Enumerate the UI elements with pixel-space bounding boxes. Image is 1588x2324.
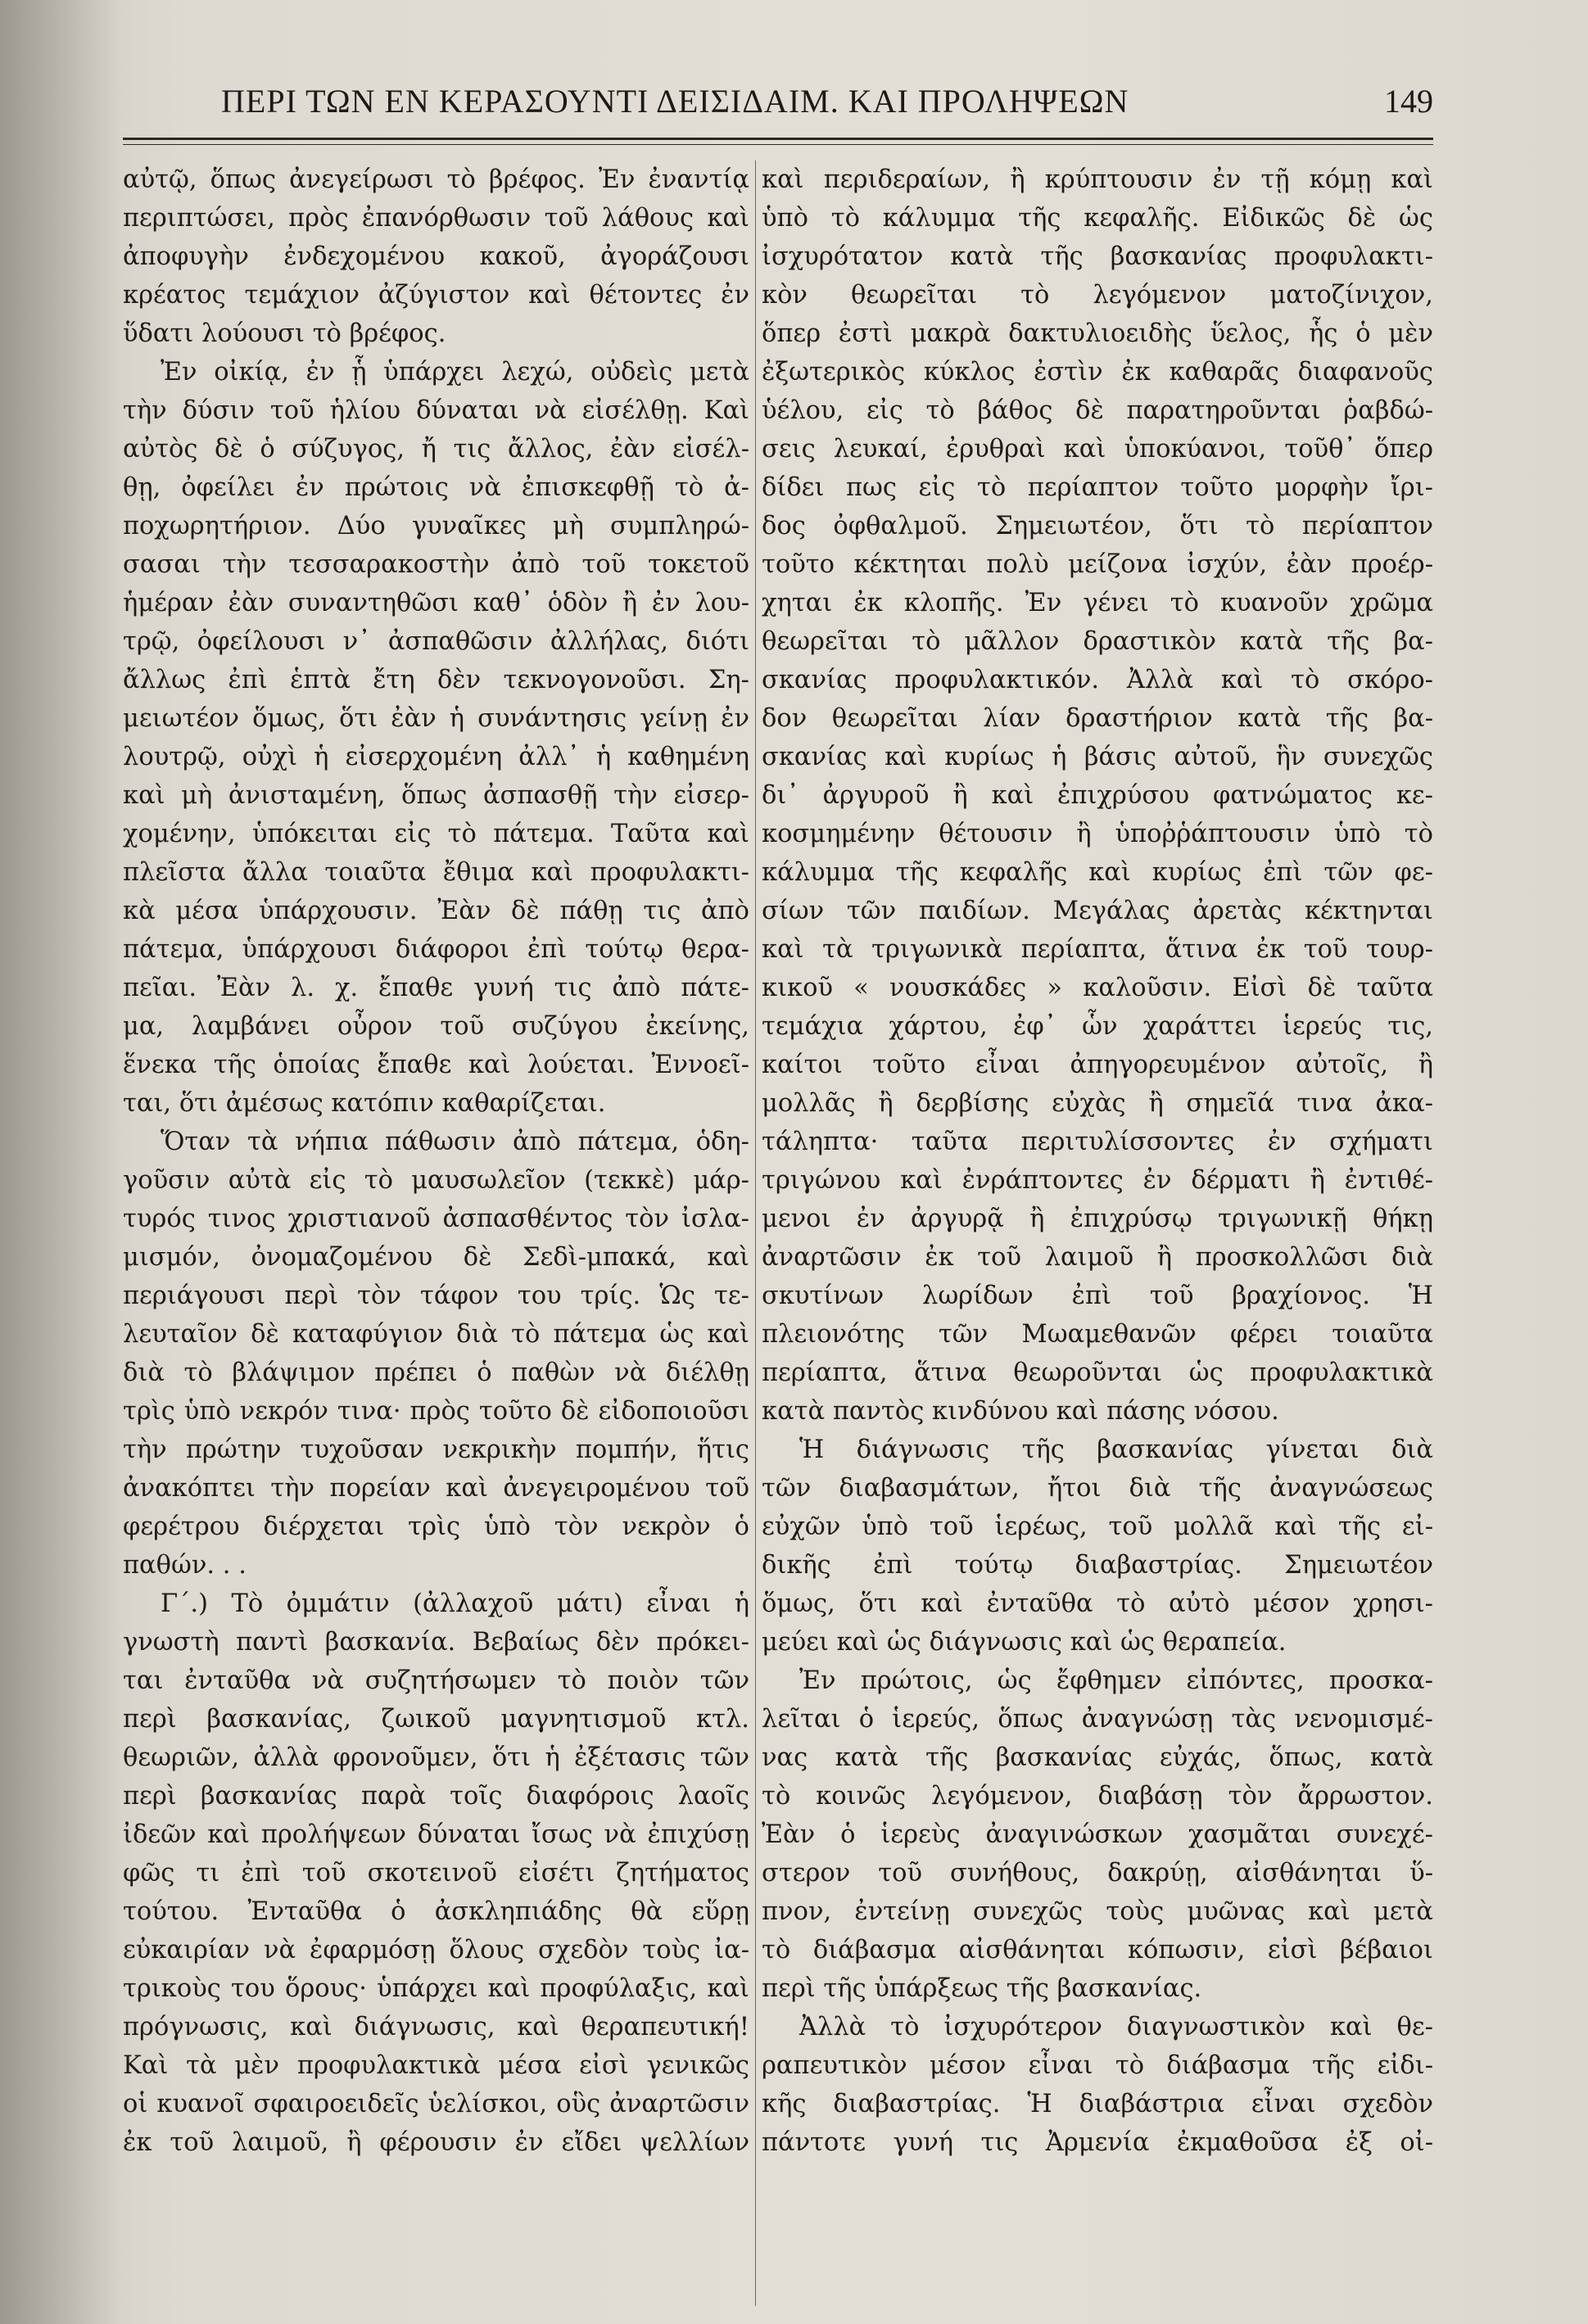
text-line: ἐξωτερικὸς κύκλος ἐστὶν ἐκ καθαρᾶς διαφανοῦς (762, 358, 1433, 387)
text-line: ἀποφυγὴν ἐνδεχομένου κακοῦ, ἀγοράζουσι (123, 242, 749, 271)
text-line: λουτρῷ, οὐχὶ ἡ εἰσερχομένη ἀλλ᾽ ἡ καθημένη (123, 743, 749, 771)
text-line: παθών. . . (123, 1551, 247, 1580)
text-line: ἰδεῶν καὶ προλήψεων δύναται ἴσως νὰ ἐπιχύσῃ (123, 1820, 749, 1849)
page-header (131, 79, 1433, 128)
text-line: νας κατὰ τῆς βασκανίας εὐχάς, ὅπως, κατὰ (762, 1743, 1433, 1772)
text-line: Ὅταν τὰ νήπια πάθωσιν ἀπὸ πάτεμα, ὁδη- (161, 1128, 749, 1156)
text-line: ται, ὅτι ἀμέσως κατόπιν καθαρίζεται. (123, 1089, 606, 1118)
text-line: πάτεμα, ὑπάρχουσι διάφοροι ἐπὶ τούτῳ θερα- (123, 935, 749, 964)
text-line: τὴν πρώτην τυχοῦσαν νεκρικὴν πομπήν, ἥτις (123, 1436, 749, 1464)
text-line: Ἐν πρώτοις, ὡς ἔφθημεν εἰπόντες, προσκα- (799, 1666, 1433, 1695)
text-line: ἀνακόπτει τὴν πορείαν καὶ ἀνεγειρομένου τοῦ (123, 1474, 749, 1503)
text-line: κατὰ παντὸς κινδύνου καὶ πάσης νόσου. (762, 1397, 1279, 1426)
text-line: ἰσχυρότατον κατὰ τῆς βασκανίας προφυλακτι- (762, 242, 1433, 271)
text-line: λευταῖον δὲ καταφύγιον διὰ τὸ πάτεμα ὡς καὶ (123, 1320, 749, 1349)
binding-gutter-shadow (0, 0, 123, 2324)
text-line: πλεῖστα ἄλλα τοιαῦτα ἔθιμα καὶ προφυλακτι- (123, 858, 749, 887)
text-line: τούτου. Ἐνταῦθα ὁ ἀσκληπιάδης θὰ εὕρῃ (123, 1897, 749, 1926)
text-line: σκανίας προφυλακτικόν. Ἀλλὰ καὶ τὸ σκόρο- (762, 666, 1433, 694)
text-line: εὐκαιρίαν νὰ ἐφαρμόσῃ ὅλους σχεδὸν τοὺς ἰα- (123, 1936, 749, 1965)
text-line: κοσμημένην θέτουσιν ἢ ὑποῤῥάπτουσιν ὑπὸ τὸ (762, 820, 1433, 848)
text-line: ἐκ τοῦ λαιμοῦ, ἢ φέρουσιν ἐν εἴδει ψελλίων (123, 2128, 749, 2157)
text-line: πλειονότης τῶν Μωαμεθανῶν φέρει τοιαῦτα (762, 1320, 1433, 1349)
text-line: τὸ διάβασμα αἰσθάνηται κόπωσιν, εἰσὶ βέβαιοι (762, 1936, 1433, 1965)
text-line: τὸ κοινῶς λεγόμενον, διαβάσῃ τὸν ἄρρωστον. (762, 1782, 1433, 1811)
text-line: στερον τοῦ συνήθους, δακρύῃ, αἰσθάνηται ὕ- (762, 1859, 1433, 1888)
text-line: ται ἐνταῦθα νὰ συζητήσωμεν τὸ ποιὸν τῶν (123, 1666, 749, 1695)
text-line: Καὶ τὰ μὲν προφυλακτικὰ μέσα εἰσὶ γενικῶς (123, 2051, 749, 2080)
text-line: αὐτῷ, ὅπως ἀνεγείρωσι τὸ βρέφος. Ἐν ἐναντίᾳ (123, 165, 749, 194)
text-line: οἱ κυανοῖ σφαιροειδεῖς ὑελίσκοι, οὓς ἀναρτῶσιν (123, 2090, 749, 2118)
text-line: ποχωρητήριον. Δύο γυναῖκες μὴ συμπληρώ- (123, 512, 749, 540)
text-line: περιπτώσει, πρὸς ἐπανόρθωσιν τοῦ λάθους καὶ (123, 204, 749, 233)
text-line: περὶ βασκανίας, ζωικοῦ μαγνητισμοῦ κτλ. (123, 1705, 749, 1734)
text-line: πεῖαι. Ἐὰν λ. χ. ἔπαθε γυνή τις ἀπὸ πάτε- (123, 974, 749, 1002)
running-title: ΠΕΡΙ ΤΩΝ ΕΝ ΚΕΡΑΣΟΥΝΤΙ ΔΕΙΣΙΔΑΙΜ. ΚΑΙ ΠΡΟΛΗΨΕΩΝ (221, 83, 1129, 120)
text-line: φῶς τι ἐπὶ τοῦ σκοτεινοῦ εἰσέτι ζητήματος (123, 1859, 749, 1888)
text-line: πρόγνωσις, καὶ διάγνωσις, καὶ θεραπευτική! (123, 2013, 749, 2041)
text-line: κάλυμμα τῆς κεφαλῆς καὶ κυρίως ἐπὶ τῶν φε- (762, 858, 1433, 887)
text-line: καίτοι τοῦτο εἶναι ἀπηγορευμένον αὐτοῖς, ἢ (762, 1051, 1433, 1079)
text-line: κὸν θεωρεῖται τὸ λεγόμενον ματοζίνιχον, (762, 281, 1433, 310)
text-line: καὶ τὰ τριγωνικὰ περίαπτα, ἅτινα ἐκ τοῦ τουρ- (762, 935, 1433, 964)
text-line: σασαι τὴν τεσσαρακοστὴν ἀπὸ τοῦ τοκετοῦ (123, 550, 749, 579)
text-line: δικῆς ἐπὶ τούτῳ διαβαστρίας. Σημειωτέον (762, 1551, 1433, 1580)
text-line: Ἐὰν ὁ ἱερεὺς ἀναγινώσκων χασμᾶται συνεχέ- (762, 1820, 1433, 1849)
text-line: ραπευτικὸν μέσον εἶναι τὸ διάβασμα τῆς εἰδι- (762, 2051, 1433, 2080)
text-line: σεις λευκαί, ἐρυθραὶ καὶ ὑποκύανοι, τοῦθ᾽ ὅπερ (762, 435, 1433, 463)
text-line: μα, λαμβάνει οὖρον τοῦ συζύγου ἐκείνης, (123, 1012, 749, 1041)
text-line: μισμόν, ὀνομαζομένου δὲ Σεδὶ-μπακά, καὶ (123, 1243, 749, 1272)
header-rule-thin (123, 144, 1433, 145)
text-line: Ἐν οἰκίᾳ, ἐν ᾗ ὑπάρχει λεχώ, οὐδεὶς μετὰ (161, 358, 749, 387)
text-line: Ἀλλὰ τὸ ἰσχυρότερον διαγνωστικὸν καὶ θε- (799, 2013, 1433, 2041)
text-line: τοῦτο κέκτηται πολὺ μείζονα ἰσχύν, ἐὰν προέρ- (762, 550, 1433, 579)
text-line: δι᾽ ἀργυροῦ ἢ καὶ ἐπιχρύσου φατνώματος κε- (762, 781, 1433, 810)
text-line: κῆς διαβαστρίας. Ἡ διαβάστρια εἶναι σχεδὸν (762, 2090, 1433, 2118)
text-line: ἀναρτῶσιν ἐκ τοῦ λαιμοῦ ἢ προσκολλῶσι διὰ (762, 1243, 1433, 1272)
text-line: ὑπὸ τὸ κάλυμμα τῆς κεφαλῆς. Εἰδικῶς δὲ ὡς (762, 204, 1433, 233)
text-line: φερέτρου διέρχεται τρὶς ὑπὸ τὸν νεκρὸν ὁ (123, 1512, 749, 1541)
text-line: γοῦσιν αὐτὰ εἰς τὸ μαυσωλεῖον (τεκκὲ) μάρ- (123, 1166, 749, 1195)
text-line: χηται ἐκ κλοπῆς. Ἐν γένει τὸ κυανοῦν χρῶμα (762, 589, 1433, 617)
page-number: 149 (1384, 83, 1433, 120)
text-line: ἄλλως ἐπὶ ἑπτὰ ἔτη δὲν τεκνογονοῦσι. Ση- (123, 666, 749, 694)
text-line: κὰ μέσα ὑπάρχουσιν. Ἐὰν δὲ πάθῃ τις ἀπὸ (123, 897, 749, 925)
text-line: περιάγουσι περὶ τὸν τάφον του τρίς. Ὡς τε- (123, 1282, 749, 1310)
text-line: θεωριῶν, ἀλλὰ φρονοῦμεν, ὅτι ἡ ἐξέτασις τῶν (123, 1743, 749, 1772)
text-line: αὐτὸς δὲ ὁ σύζυγος, ἤ τις ἄλλος, ἐὰν εἰσέλ- (123, 435, 749, 463)
text-line: Γ΄.) Τὸ ὀμμάτιν (ἀλλαχοῦ μάτι) εἶναι ἡ (161, 1589, 749, 1618)
text-line: πάντοτε γυνή τις Ἀρμενία ἐκμαθοῦσα ἐξ οἰ- (762, 2128, 1433, 2157)
text-line: Ἡ διάγνωσις τῆς βασκανίας γίνεται διὰ (799, 1436, 1433, 1464)
column-divider (755, 161, 756, 2306)
text-line: γνωστὴ παντὶ βασκανία. Βεβαίως δὲν πρόκει- (123, 1628, 749, 1657)
header-rule (123, 138, 1433, 140)
left-text-column (123, 161, 749, 2306)
text-line: σκυτίνων λωρίδων ἐπὶ τοῦ βραχίονος. Ἡ (762, 1282, 1433, 1310)
right-text-column (762, 161, 1433, 2306)
text-line: δίδει πως εἰς τὸ περίαπτον τοῦτο μορφὴν ἴρι- (762, 473, 1433, 502)
text-line: μειωτέον ὅμως, ὅτι ἐὰν ἡ συνάντησις γείνῃ ἐν (123, 704, 749, 733)
text-line: μολλᾶς ἢ δερβίσης εὐχὰς ἢ σημεῖά τινα ἀκα- (762, 1089, 1433, 1118)
text-line: καὶ μὴ ἀνισταμένη, ὅπως ἀσπασθῇ τὴν εἰσερ- (123, 781, 749, 810)
text-line: τρὶς ὑπὸ νεκρόν τινα· πρὸς τοῦτο δὲ εἰδοποιοῦσι (123, 1397, 749, 1426)
text-line: καὶ περιδεραίων, ἢ κρύπτουσιν ἐν τῇ κόμῃ καὶ (762, 165, 1433, 194)
text-line: μενοι ἐν ἀργυρᾷ ἢ ἐπιχρύσῳ τριγωνικῇ θήκῃ (762, 1205, 1433, 1233)
text-line: τάληπτα· ταῦτα περιτυλίσσοντες ἐν σχήματι (762, 1128, 1433, 1156)
text-line: δον θεωρεῖται λίαν δραστήριον κατὰ τῆς βα- (762, 704, 1433, 733)
text-line: τριγώνου καὶ ἐνράπτοντες ἐν δέρματι ἢ ἐντιθέ- (762, 1166, 1433, 1195)
text-line: ἕνεκα τῆς ὁποίας ἔπαθε καὶ λούεται. Ἐννοεῖ- (123, 1051, 749, 1079)
text-line: ὅπερ ἐστὶ μακρὰ δακτυλιοειδὴς ὕελος, ἧς ὁ μὲν (762, 319, 1433, 348)
text-line: περὶ βασκανίας παρὰ τοῖς διαφόροις λαοῖς (123, 1782, 749, 1811)
text-line: θῃ, ὀφείλει ἐν πρώτοις νὰ ἐπισκεφθῇ τὸ ἀ- (123, 473, 749, 502)
text-line: τῶν διαβασμάτων, ἤτοι διὰ τῆς ἀναγνώσεως (762, 1474, 1433, 1503)
text-line: σίων τῶν παιδίων. Μεγάλας ἀρετὰς κέκτηνται (762, 897, 1433, 925)
text-line: πνον, ἐντείνῃ συνεχῶς τοὺς μυῶνας καὶ μετὰ (762, 1897, 1433, 1926)
text-line: τυρός τινος χριστιανοῦ ἀσπασθέντος τὸν ἰσλα- (123, 1205, 749, 1233)
text-line: τὴν δύσιν τοῦ ἡλίου δύναται νὰ εἰσέλθῃ. Καὶ (123, 396, 749, 425)
text-line: τεμάχια χάρτου, ἐφ᾽ ὧν χαράττει ἱερεύς τις, (762, 1012, 1433, 1041)
text-line: κρέατος τεμάχιον ἀζύγιστον καὶ θέτοντες ἐν (123, 281, 749, 310)
text-line: μεύει καὶ ὡς διάγνωσις καὶ ὡς θεραπεία. (762, 1628, 1287, 1657)
text-line: τρικοὺς του ὅρους· ὑπάρχει καὶ προφύλαξις, καὶ (123, 1974, 749, 2003)
text-line: ὕδατι λούουσι τὸ βρέφος. (123, 319, 446, 348)
text-line: περίαπτα, ἅτινα θεωροῦνται ὡς προφυλακτικὰ (762, 1359, 1433, 1387)
text-line: τρῷ, ὀφείλουσι ν᾽ ἀσπαθῶσιν ἀλλήλας, διότι (123, 627, 749, 656)
text-line: διὰ τὸ βλάψιμον πρέπει ὁ παθὼν νὰ διέλθῃ (123, 1359, 749, 1387)
text-line: κικοῦ « νουσκάδες » καλοῦσιν. Εἰσὶ δὲ ταῦτα (762, 974, 1433, 1002)
text-line: δος ὀφθαλμοῦ. Σημειωτέον, ὅτι τὸ περίαπτον (762, 512, 1433, 540)
text-line: λεῖται ὁ ἱερεύς, ὅπως ἀναγνώσῃ τὰς νενομισμέ- (762, 1705, 1433, 1734)
text-line: χομένην, ὑπόκειται εἰς τὸ πάτεμα. Ταῦτα καὶ (123, 820, 749, 848)
text-line: ὅμως, ὅτι καὶ ἐνταῦθα τὸ αὐτὸ μέσον χρησι- (762, 1589, 1433, 1618)
text-line: σκανίας καὶ κυρίως ἡ βάσις αὐτοῦ, ἣν συνεχῶς (762, 743, 1433, 771)
text-line: εὐχῶν ὑπὸ τοῦ ἱερέως, τοῦ μολλᾶ καὶ τῆς εἰ- (762, 1512, 1433, 1541)
text-line: ὑέλου, εἰς τὸ βάθος δὲ παρατηροῦνται ῥαβδώ- (762, 396, 1433, 425)
text-line: θεωρεῖται τὸ μᾶλλον δραστικὸν κατὰ τῆς βα- (762, 627, 1433, 656)
text-line: ἡμέραν ἐὰν συναντηθῶσι καθ᾽ ὁδὸν ἢ ἐν λου- (123, 589, 749, 617)
text-line: περὶ τῆς ὑπάρξεως τῆς βασκανίας. (762, 1974, 1202, 2003)
